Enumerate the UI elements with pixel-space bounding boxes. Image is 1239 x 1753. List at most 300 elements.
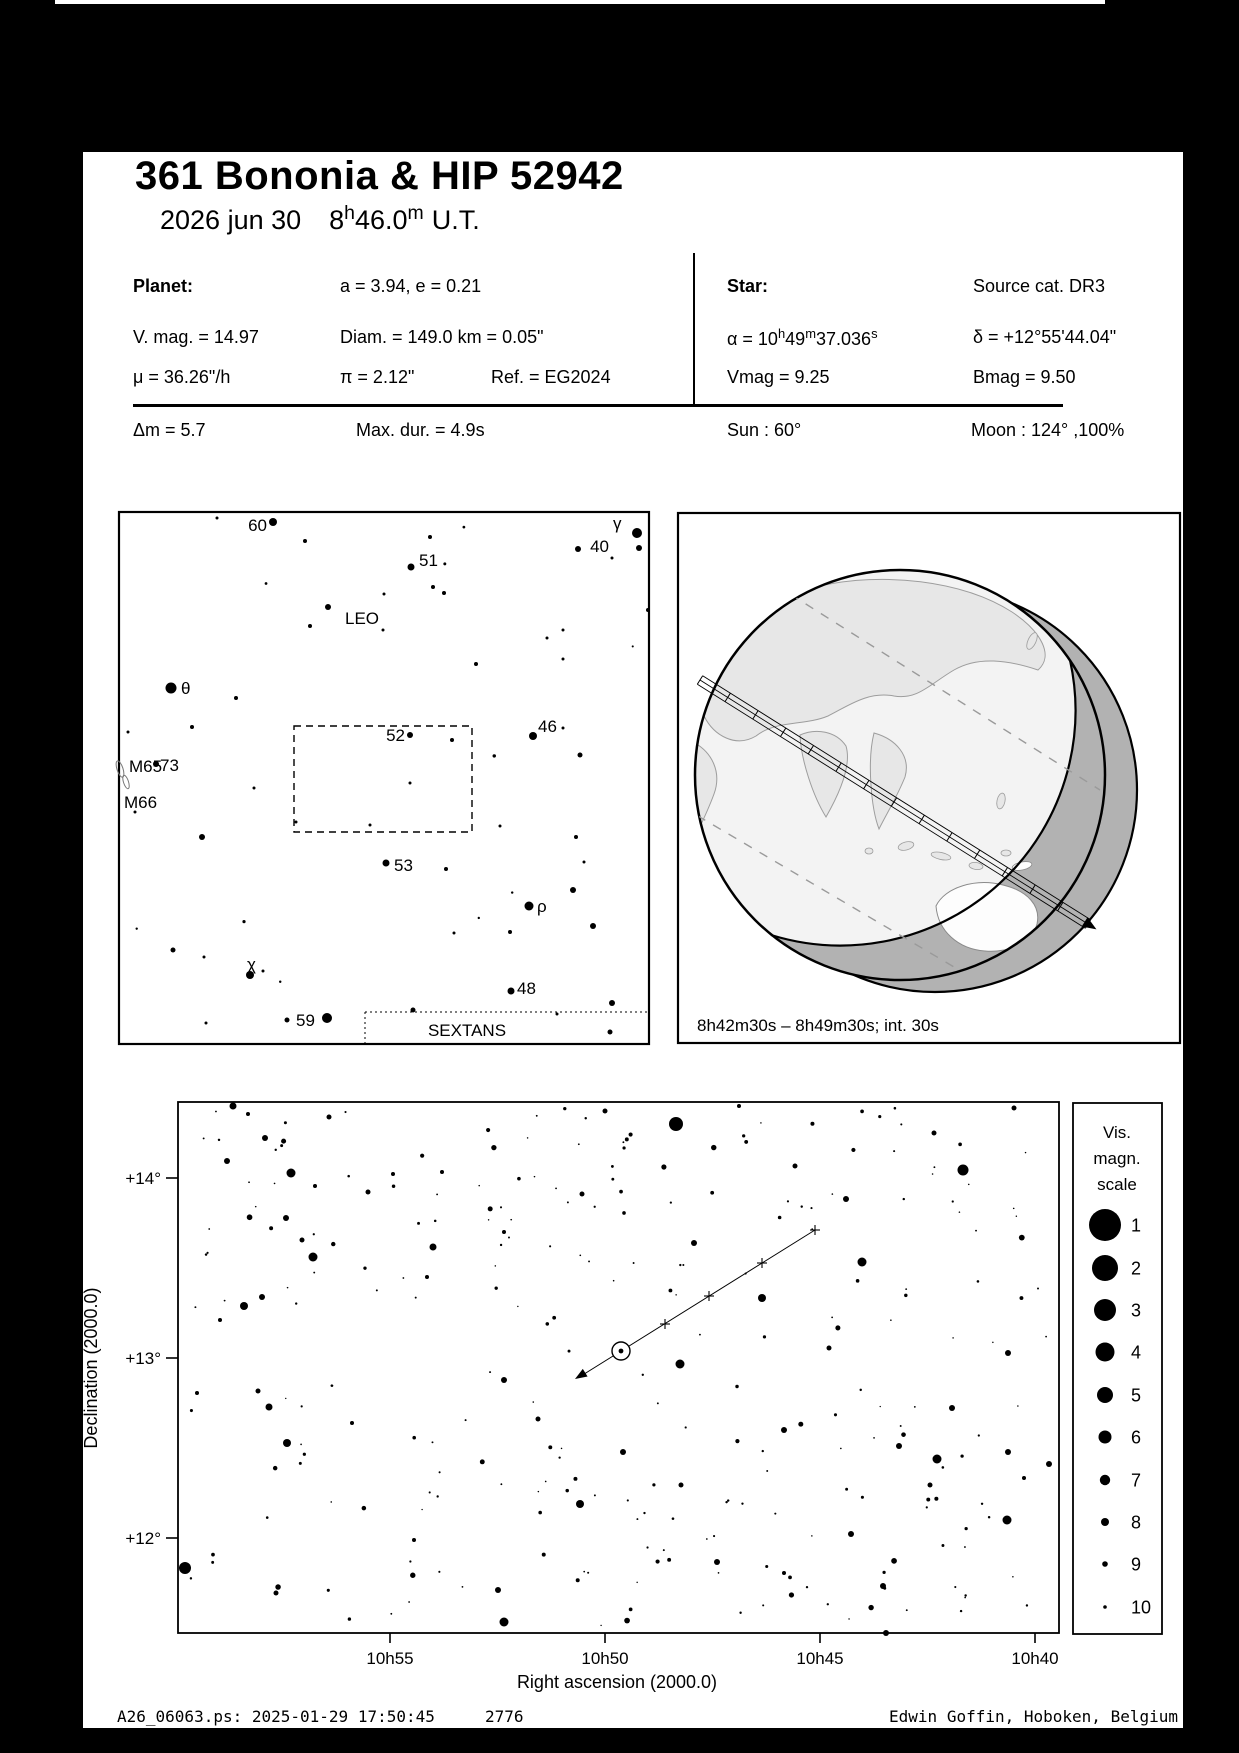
faint-star-dot	[567, 1201, 569, 1203]
faint-star-dot	[845, 1488, 848, 1491]
finder-label: 52	[386, 726, 405, 745]
faint-star-dot	[1026, 1604, 1028, 1606]
faint-star-dot	[840, 1448, 842, 1450]
faint-star-dot	[627, 1499, 629, 1501]
faint-star-dot	[619, 1190, 623, 1194]
faint-star-dot	[439, 1471, 441, 1473]
star-dot	[203, 956, 206, 959]
legend-magnitude-label: 7	[1131, 1470, 1142, 1491]
faint-star-dot	[578, 1143, 580, 1145]
faint-star-dot	[763, 1335, 766, 1338]
faint-star-dot	[903, 1198, 905, 1200]
star-dot	[478, 917, 480, 919]
faint-star-dot	[348, 1617, 351, 1620]
star-dot	[949, 1405, 955, 1411]
faint-star-dot	[269, 1226, 273, 1230]
faint-star-dot	[331, 1242, 335, 1246]
star-dot	[391, 1172, 395, 1176]
faint-star-dot	[739, 1612, 741, 1614]
page-title: 361 Bononia & HIP 52942	[135, 154, 624, 198]
planet-reference: Ref. = EG2024	[491, 367, 611, 387]
faint-star-dot	[1037, 1288, 1039, 1290]
faint-star-dot	[810, 1122, 814, 1126]
faint-star-dot	[835, 1325, 840, 1330]
faint-star-dot	[313, 1233, 315, 1235]
star-dot	[525, 902, 534, 911]
faint-star-dot	[882, 1571, 885, 1574]
faint-star-dot	[313, 1272, 315, 1274]
faint-star-dot	[303, 1453, 306, 1456]
faint-star-dot	[718, 1572, 720, 1574]
faint-star-dot	[527, 1137, 529, 1139]
faint-star-dot	[215, 1111, 217, 1113]
star-dot	[171, 948, 176, 953]
faint-star-dot	[894, 1107, 897, 1110]
faint-star-dot	[988, 1516, 990, 1518]
faint-star-dot	[549, 1245, 551, 1247]
star-dot	[274, 1591, 279, 1596]
star-dot	[500, 1618, 509, 1627]
faint-star-dot	[682, 1264, 684, 1266]
galaxy-symbol	[121, 775, 130, 790]
footer-author: Edwin Goffin, Hoboken, Belgium	[889, 1707, 1178, 1726]
star-dot	[737, 1104, 741, 1108]
faint-star-dot	[536, 1115, 538, 1117]
faint-star-dot	[488, 1219, 489, 1220]
faint-star-dot	[901, 1432, 906, 1437]
star-dot	[450, 738, 454, 742]
faint-star-dot	[624, 1618, 630, 1624]
legend-magnitude-label: 2	[1131, 1258, 1142, 1279]
faint-star-dot	[699, 1334, 701, 1336]
star-dot	[495, 1587, 501, 1593]
faint-star-dot	[273, 1466, 277, 1470]
star-dot	[369, 824, 372, 827]
star-dot	[407, 732, 413, 738]
star-dot	[262, 1135, 268, 1141]
star-dot	[205, 1022, 208, 1025]
faint-star-dot	[827, 1603, 829, 1605]
faint-star-dot	[190, 1409, 193, 1412]
faint-star-dot	[981, 1503, 983, 1505]
faint-star-dot	[194, 1306, 196, 1308]
faint-star-dot	[275, 1149, 277, 1151]
star-dot	[279, 980, 281, 982]
star-dot	[691, 1240, 697, 1246]
star-dot	[366, 1190, 371, 1195]
star-dot	[224, 1158, 230, 1164]
faint-star-dot	[500, 1244, 502, 1246]
faint-star-dot	[878, 1115, 881, 1118]
faint-star-dot	[713, 1535, 715, 1537]
legend-magnitude-label: 5	[1131, 1385, 1142, 1406]
faint-star-dot	[255, 1206, 257, 1208]
faint-star-dot	[611, 1178, 614, 1181]
faint-star-dot	[960, 1454, 963, 1457]
star-dot	[1005, 1449, 1011, 1455]
faint-star-dot	[206, 1252, 208, 1254]
dec-tick-label: +14°	[125, 1169, 161, 1188]
star-dot	[230, 1103, 237, 1110]
faint-star-dot	[675, 1294, 676, 1295]
star-bmag: Bmag = 9.50	[973, 367, 1076, 387]
faint-star-dot	[437, 1495, 439, 1497]
faint-star-dot	[486, 1128, 490, 1132]
faint-star-dot	[801, 1205, 803, 1207]
faint-star-dot	[760, 1122, 762, 1124]
legend-magnitude-label: 4	[1131, 1342, 1142, 1363]
faint-star-dot	[594, 1206, 596, 1208]
faint-star-dot	[285, 1398, 286, 1399]
faint-star-dot	[831, 1316, 833, 1318]
star-dot	[408, 564, 415, 571]
star-dot	[529, 732, 537, 740]
star-dot	[474, 662, 478, 666]
faint-star-dot	[964, 1597, 966, 1599]
star-dot	[309, 1253, 318, 1262]
faint-star-dot	[679, 1264, 681, 1266]
star-dot	[1012, 1106, 1017, 1111]
faint-star-dot	[629, 1607, 633, 1611]
faint-star-dot	[545, 1481, 547, 1483]
star-dot	[636, 545, 642, 551]
faint-star-dot	[344, 1111, 346, 1113]
faint-star-dot	[629, 1132, 633, 1136]
finder-label: 46	[538, 717, 557, 736]
star-dot	[843, 1196, 849, 1202]
faint-star-dot	[613, 1280, 615, 1282]
star-dot	[676, 1360, 685, 1369]
star-dot	[199, 834, 205, 840]
star-dot	[603, 1109, 608, 1114]
faint-star-dot	[742, 1134, 745, 1137]
faint-star-dot	[977, 1280, 980, 1283]
faint-star-dot	[579, 1254, 581, 1256]
faint-star-dot	[542, 1553, 546, 1557]
faint-star-dot	[883, 1587, 886, 1590]
faint-star-dot	[656, 1560, 660, 1564]
star-dot	[508, 930, 512, 934]
legend-magnitude-dot	[1094, 1299, 1116, 1321]
finder-label: 40	[590, 537, 609, 556]
star-dot	[382, 629, 385, 632]
faint-star-dot	[280, 1144, 283, 1147]
faint-star-dot	[573, 1477, 577, 1481]
faint-star-dot	[670, 1201, 672, 1203]
faint-star-dot	[848, 1618, 849, 1619]
faint-star-dot	[301, 1405, 303, 1407]
star-dot	[570, 887, 576, 893]
faint-star-dot	[933, 1166, 935, 1168]
faint-star-dot	[851, 1148, 855, 1152]
faint-star-dot	[657, 1402, 659, 1404]
star-dot	[609, 1000, 615, 1006]
faint-star-dot	[532, 1401, 534, 1403]
legend-magnitude-label: 6	[1131, 1427, 1142, 1448]
faint-star-dot	[438, 1571, 440, 1573]
faint-star-dot	[190, 1577, 192, 1579]
star-dot	[218, 1318, 222, 1322]
star-dot	[632, 528, 642, 538]
star-dot	[580, 1192, 585, 1197]
star-dot	[590, 923, 596, 929]
legend-magnitude-dot	[1092, 1255, 1118, 1281]
faint-star-dot	[861, 1496, 864, 1499]
star-dot	[287, 1169, 296, 1178]
faint-star-dot	[622, 1211, 626, 1215]
faint-star-dot	[954, 1586, 956, 1588]
legend-magnitude-dot	[1089, 1209, 1121, 1241]
star-dot	[259, 1294, 265, 1300]
star-dec: δ = +12°55'44.04"	[973, 327, 1117, 347]
faint-star-dot	[417, 1222, 420, 1225]
faint-star-dot	[975, 1230, 977, 1232]
faint-star-dot	[495, 1265, 497, 1267]
legend-title-line2: magn.	[1093, 1149, 1141, 1168]
faint-star-dot	[959, 1211, 961, 1213]
faint-star-dot	[778, 1216, 782, 1220]
faint-star-dot	[766, 1470, 768, 1472]
faint-star-dot	[1016, 1215, 1017, 1216]
faint-star-dot	[478, 1185, 480, 1187]
faint-star-dot	[992, 1342, 993, 1343]
faint-star-dot	[636, 1518, 638, 1520]
faint-star-dot	[798, 1422, 803, 1427]
finder-label: ρ	[537, 897, 547, 916]
star-dot	[253, 787, 256, 790]
faint-star-dot	[669, 1289, 673, 1293]
star-dot	[179, 1562, 191, 1574]
faint-star-dot	[978, 1434, 980, 1436]
legend-magnitude-dot	[1103, 1605, 1107, 1609]
detail-field-outline	[294, 726, 472, 832]
faint-star-dot	[583, 1571, 585, 1573]
finder-label: 60	[248, 516, 267, 535]
faint-star-dot	[287, 1287, 289, 1289]
star-dot	[536, 1417, 541, 1422]
star-dot	[463, 526, 466, 529]
faint-star-dot	[402, 1277, 404, 1279]
star-dot	[583, 861, 586, 864]
faint-star-dot	[832, 1193, 834, 1195]
faint-star-dot	[856, 1279, 860, 1283]
faint-star-dot	[958, 1143, 962, 1147]
max-duration: Max. dur. = 4.9s	[356, 420, 485, 440]
faint-star-dot	[622, 1141, 624, 1143]
faint-star-dot	[622, 1146, 625, 1149]
sun-elongation: Sun : 60°	[727, 420, 802, 440]
faint-star-dot	[1012, 1576, 1014, 1578]
faint-star-dot	[859, 1389, 861, 1391]
star-dot	[443, 562, 446, 565]
star-dot	[782, 1571, 786, 1575]
finder-label: 73	[160, 756, 179, 775]
faint-star-dot	[376, 1289, 378, 1291]
faint-star-dot	[706, 1538, 708, 1540]
finder-label: M65	[129, 757, 163, 776]
faint-star-dot	[555, 1187, 557, 1189]
star-dot	[896, 1443, 902, 1449]
star-dot	[502, 1230, 506, 1234]
faint-star-dot	[1045, 1336, 1047, 1338]
star-source-catalog: Source cat. DR3	[973, 276, 1106, 296]
faint-star-dot	[788, 1575, 792, 1579]
star-dot	[440, 1170, 444, 1174]
legend-magnitude-dot	[1101, 1518, 1109, 1526]
faint-star-dot	[565, 1489, 568, 1492]
faint-star-dot	[932, 1173, 934, 1175]
legend-magnitude-label: 3	[1131, 1300, 1142, 1321]
faint-star-dot	[711, 1145, 716, 1150]
faint-star-dot	[392, 1184, 395, 1187]
star-dot	[608, 1030, 613, 1035]
faint-star-dot	[299, 1462, 302, 1465]
star-dot	[283, 1215, 289, 1221]
outer-night-shade	[733, 588, 1137, 992]
finder-label: LEO	[345, 609, 380, 628]
star-dot	[444, 867, 448, 871]
star-dot	[190, 725, 194, 729]
legend-magnitude-label: 10	[1131, 1597, 1152, 1618]
finder-chart-frame	[119, 512, 649, 1044]
planet-vmag: V. mag. = 14.97	[133, 327, 259, 347]
star-dot	[240, 1302, 248, 1310]
track-time-tick	[697, 676, 702, 684]
star-dot	[632, 645, 634, 647]
planet-orbit: a = 3.94, e = 0.21	[340, 276, 482, 296]
star-dot	[313, 1184, 317, 1188]
faint-star-dot	[390, 1613, 392, 1615]
faint-star-dot	[900, 1425, 902, 1427]
faint-star-dot	[891, 1558, 897, 1564]
faint-star-dot	[873, 1437, 875, 1439]
faint-star-dot	[436, 1193, 438, 1195]
faint-star-dot	[534, 1176, 536, 1178]
faint-star-dot	[685, 1426, 687, 1428]
star-dot	[431, 585, 435, 589]
star-dot	[327, 1115, 332, 1120]
faint-star-dot	[203, 1137, 205, 1139]
legend-title-line3: scale	[1097, 1175, 1137, 1194]
faint-star-dot	[941, 1544, 944, 1547]
star-dot	[611, 557, 614, 560]
faint-star-dot	[546, 1322, 550, 1326]
faint-star-dot	[762, 1450, 764, 1452]
faint-star-dot	[585, 1117, 587, 1119]
star-dot	[308, 624, 312, 628]
star-dot	[166, 683, 177, 694]
faint-star-dot	[247, 1214, 253, 1220]
star-dot	[242, 920, 245, 923]
faint-star-dot	[810, 1207, 812, 1209]
faint-star-dot	[420, 1154, 424, 1158]
faint-star-dot	[964, 1594, 966, 1596]
faint-star-dot	[1025, 1152, 1026, 1153]
star-dot	[234, 696, 238, 700]
faint-star-dot	[611, 1165, 614, 1168]
faint-star-dot	[1013, 1208, 1015, 1210]
star-dot	[453, 932, 456, 935]
legend-magnitude-label: 9	[1131, 1554, 1142, 1575]
star-dot	[412, 1538, 416, 1542]
faint-star-dot	[266, 1516, 269, 1519]
moon-elongation: Moon : 124° ,100%	[971, 420, 1125, 440]
faint-star-dot	[538, 1491, 539, 1492]
star-dot	[383, 593, 386, 596]
faint-star-dot	[1019, 1235, 1025, 1241]
faint-star-dot	[1017, 1405, 1019, 1407]
star-dot	[928, 1483, 933, 1488]
star-dot	[793, 1164, 798, 1169]
finder-label: SEXTANS	[427, 1021, 507, 1040]
faint-star-dot	[744, 1140, 748, 1144]
faint-star-dot	[741, 1503, 743, 1505]
star-dot	[508, 988, 515, 995]
faint-star-dot	[643, 1512, 645, 1514]
ra-tick-label: 10h45	[796, 1649, 844, 1668]
ra-tick-label: 10h40	[1011, 1649, 1059, 1668]
star-dot	[1046, 1461, 1052, 1467]
star-dot	[265, 582, 268, 585]
faint-star-dot	[900, 1123, 902, 1125]
star-dot	[576, 1500, 584, 1508]
faint-star-dot	[508, 1236, 510, 1238]
faint-star-dot	[1019, 1296, 1023, 1300]
faint-star-dot	[811, 1535, 813, 1537]
star-dot	[933, 1455, 942, 1464]
star-dot	[493, 754, 496, 757]
faint-star-dot	[964, 1546, 966, 1548]
faint-star-dot	[275, 1584, 281, 1590]
faint-star-dot	[952, 1337, 954, 1339]
legend-title-line1: Vis.	[1102, 1123, 1132, 1142]
faint-star-dot	[926, 1498, 930, 1502]
finder-label: M66	[124, 793, 158, 812]
star-dot	[758, 1294, 766, 1302]
faint-star-dot	[327, 1589, 330, 1592]
footer-page-number: 2776	[485, 1707, 524, 1726]
faint-star-dot	[735, 1439, 739, 1443]
star-section-label: Star:	[727, 276, 769, 296]
star-dot	[325, 604, 331, 610]
star-dot	[442, 591, 446, 595]
faint-star-dot	[284, 1121, 287, 1124]
faint-star-dot	[879, 1406, 880, 1407]
legend-magnitude-dot	[1100, 1475, 1110, 1485]
faint-star-dot	[274, 1183, 276, 1185]
star-dot	[350, 1421, 354, 1425]
faint-star-dot	[224, 1300, 226, 1302]
faint-star-dot	[410, 1573, 415, 1578]
faint-star-dot	[347, 1175, 350, 1178]
legend-magnitude-dot	[1097, 1387, 1113, 1403]
target-star-dot	[619, 1349, 624, 1354]
star-dot	[216, 517, 219, 520]
faint-star-dot	[926, 1506, 928, 1508]
star-dot	[575, 546, 581, 552]
star-dot	[269, 518, 277, 526]
faint-star-dot	[594, 1494, 596, 1496]
finder-label: 48	[517, 979, 536, 998]
star-dot	[714, 1559, 720, 1565]
star-dot	[781, 1427, 787, 1433]
faint-star-dot	[561, 1448, 563, 1450]
faint-star-dot	[412, 1436, 416, 1440]
star-dot	[300, 1238, 305, 1243]
faint-star-dot	[211, 1553, 215, 1557]
faint-star-dot	[667, 1558, 671, 1562]
legend-magnitude-label: 1	[1131, 1215, 1142, 1236]
